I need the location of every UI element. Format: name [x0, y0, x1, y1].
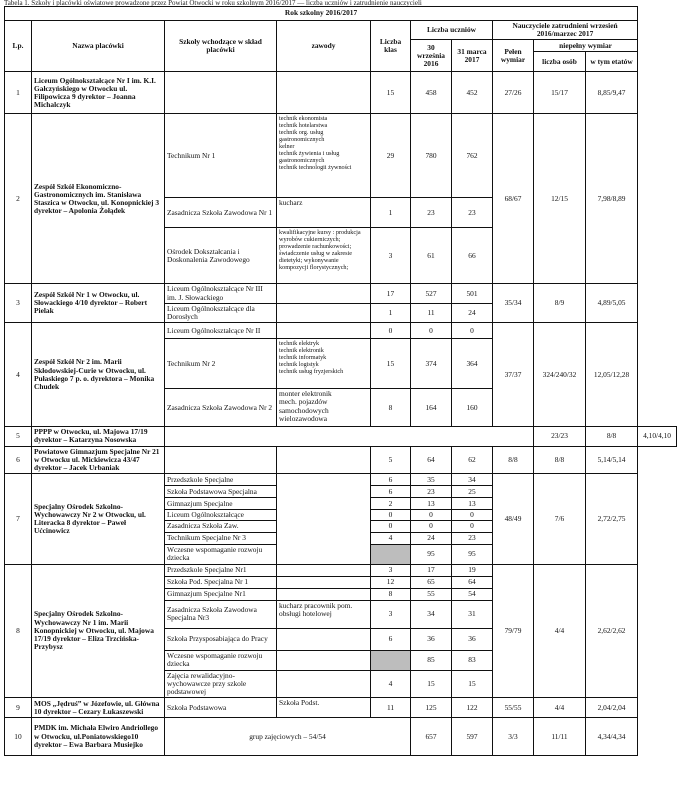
- professions-cell: [277, 576, 371, 588]
- institution-name: PMDK im. Michała Elwiro Andriollego w Otwocku, ul.Poniatowskiego10 dyrektor – Ewa Barbara Musiejko: [32, 718, 165, 756]
- row-number: 9: [5, 698, 32, 718]
- table-row: [5, 114, 677, 198]
- students-sep-cell: 23: [411, 198, 452, 228]
- students-sep-cell: 0: [411, 521, 452, 532]
- table-row: [5, 323, 677, 339]
- table-row: [5, 718, 677, 756]
- classes-cell: 3: [371, 228, 411, 284]
- professions-cell: [277, 588, 371, 600]
- institution-name: Zespół Szkół Ekonomiczno-Gastronomicznych im. Stanisława Staszica w Otwocku, ul. Konopnickiej 3 dyrektor – Apolonia Żołądek: [32, 114, 165, 284]
- part-time-fte-cell: 2,62/2,62: [586, 564, 638, 698]
- part-time-fte-cell: 2,72/2,75: [586, 474, 638, 564]
- full-time-cell: 79/79: [493, 564, 534, 698]
- classes-cell: 1: [371, 198, 411, 228]
- school-name: Ośrodek Dokształcania i Doskonalenia Zawodowego: [165, 228, 277, 284]
- students-header: Liczba uczniów: [411, 21, 493, 40]
- table-row: [5, 72, 677, 114]
- school-name: Szkoła Pod. Specjalna Nr 1: [165, 576, 277, 588]
- professions-cell: kwalifikacyjne kursy : produkcja wyrobów cukierniczych; prowadzenie rachunkowości; świadczenie usług w zakresie dietetyki; wykonywanie kompozycji florystycznych;: [277, 228, 371, 284]
- classes-cell: 8: [371, 389, 411, 427]
- full-time-header: Pełen wymiar: [493, 40, 534, 72]
- professions-cell: [277, 650, 371, 670]
- row-number: 4: [5, 323, 32, 427]
- school-name: Technikum Specjalne Nr 3: [165, 532, 277, 544]
- institution-name: Specjalny Ośrodek Szkolno-Wychowawczy Nr 1 im. Marii Konopnickiej w Otwocku, ul. Majowa 17/19 dyrektor – Eliza Trzcińska-Przybysz: [32, 564, 165, 698]
- school-year-header: Rok szkolny 2016/2017: [5, 7, 638, 21]
- table-row: [5, 474, 677, 486]
- classes-cell: 15: [371, 339, 411, 389]
- professions-cell: [277, 303, 371, 322]
- row-number: 1: [5, 72, 32, 114]
- school-name: [165, 72, 277, 114]
- institution-name: Zespół Szkół Nr 2 im. Marii Skłodowskiej-Curie w Otwocku, ul. Pułaskiego 7 p. o. dyrektora – Monika Chudek: [32, 323, 165, 427]
- classes-cell: 17: [371, 284, 411, 303]
- row-number: 3: [5, 284, 32, 323]
- students-mar-cell: 0: [452, 510, 493, 521]
- students-mar-cell: 122: [452, 698, 493, 718]
- students-sep-cell: 23: [411, 486, 452, 498]
- classes-cell: 6: [371, 628, 411, 650]
- part-time-people-cell: 4/4: [534, 698, 586, 718]
- row-number: 6: [5, 446, 32, 474]
- classes-cell: 8: [371, 588, 411, 600]
- institution-name: Specjalny Ośrodek Szkolno-Wychowawczy Nr 2 w Otwocku, ul. Literacka 8 dyrektor – Paweł Ućcinowicz: [32, 474, 165, 564]
- full-time-cell: 35/34: [493, 284, 534, 323]
- students-mar-header: 31 marca 2017: [452, 40, 493, 72]
- students-sep-cell: 95: [411, 544, 452, 564]
- school-name: Liceum Ogólnokształcące Nr III im. J. Słowackiego: [165, 284, 277, 303]
- classes-cell: 3: [371, 564, 411, 576]
- students-sep-cell: 55: [411, 588, 452, 600]
- school-name: Technikum Nr 1: [165, 114, 277, 198]
- full-time-cell: 55/55: [493, 698, 534, 718]
- row-number: 2: [5, 114, 32, 284]
- part-time-fte-cell: 2,04/2,04: [586, 698, 638, 718]
- students-sep-cell: 35: [411, 474, 452, 486]
- part-time-fte-cell: 7,98/8,89: [586, 114, 638, 284]
- classes-cell: 1: [371, 303, 411, 322]
- table-row: [5, 564, 677, 576]
- school-name: Zasadnicza Szkoła Zawodowa Specjalna Nr3: [165, 600, 277, 628]
- part-time-fte-cell: 12,05/12,28: [586, 323, 638, 427]
- full-time-cell: 68/67: [493, 114, 534, 284]
- institution-name: Powiatowe Gimnazjum Specjalne Nr 21 w Otwocku ul. Mickiewicza 43/47 dyrektor – Jacek Urbaniak: [32, 446, 165, 474]
- classes-cell: 5: [371, 446, 411, 474]
- table-row: [5, 446, 677, 474]
- students-sep-cell: 85: [411, 650, 452, 670]
- professions-cell: technik ekonomista technik hotelarstwa technik org. usług gastronomicznych kelner technik żywienia i usług gastronomicznych technik technologii żywności: [277, 114, 371, 198]
- classes-cell: [371, 650, 411, 670]
- students-mar-cell: 83: [452, 650, 493, 670]
- professions-cell: [277, 474, 371, 564]
- students-sep-cell: 164: [411, 389, 452, 427]
- students-mar-cell: 25: [452, 486, 493, 498]
- institution-name: Zespół Szkół Nr 1 w Otwocku, ul. Słowackiego 4/10 dyrektor – Robert Pielak: [32, 284, 165, 323]
- students-sep-cell: 17: [411, 564, 452, 576]
- people-header: liczba osób: [534, 52, 586, 72]
- part-time-people-cell: 8/9: [534, 284, 586, 323]
- classes-cell: 6: [371, 474, 411, 486]
- school-name: Liceum Ogólnokształcące: [165, 510, 277, 521]
- classes-cell: 12: [371, 576, 411, 588]
- part-time-people-cell: 8/8: [586, 427, 638, 446]
- students-mar-cell: 501: [452, 284, 493, 303]
- classes-cell: [371, 544, 411, 564]
- school-name: Przedszkole Specjalne: [165, 474, 277, 486]
- school-name: Szkoła Podstawowa Specjalna: [165, 486, 277, 498]
- institution-name: PPPP w Otwocku, ul. Majowa 17/19 dyrektor – Katarzyna Nosowska: [32, 427, 165, 446]
- classes-cell: 0: [371, 521, 411, 532]
- students-mar-cell: 36: [452, 628, 493, 650]
- students-mar-cell: 597: [452, 718, 493, 756]
- students-mar-cell: 23: [452, 198, 493, 228]
- row-number: 8: [5, 564, 32, 698]
- institution-name: MOS „Jędruś” w Józefowie, ul. Główna 10 dyrektor – Cezary Łukaszewski: [32, 698, 165, 718]
- students-mar-cell: 0: [452, 521, 493, 532]
- students-mar-cell: 66: [452, 228, 493, 284]
- students-mar-cell: 34: [452, 474, 493, 486]
- schools-table-page: [4, 6, 677, 786]
- school-name: Gimnazjum Specjalne Nr1: [165, 588, 277, 600]
- students-sep-cell: 0: [411, 323, 452, 339]
- school-name: Liceum Ogólnokształcące dla Dorosłych: [165, 303, 277, 322]
- students-sep-cell: 458: [411, 72, 452, 114]
- part-time-people-cell: 12/15: [534, 114, 586, 284]
- classes-header: Liczba klas: [371, 21, 411, 72]
- part-time-fte-cell: 5,14/5,14: [586, 446, 638, 474]
- school-name: Wczesne wspomaganie rozwoju dziecka: [165, 650, 277, 670]
- full-time-cell: 3/3: [493, 718, 534, 756]
- students-sep-cell: 64: [411, 446, 452, 474]
- professions-cell: technik elektryk technik elektronik technik informatyk technik logistyk technik usług fryzjerskich: [277, 339, 371, 389]
- students-mar-cell: 452: [452, 72, 493, 114]
- fte-header: w tym etatów: [586, 52, 638, 72]
- school-name: Zasadnicza Szkoła Zaw.: [165, 521, 277, 532]
- school-name: Zajęcia rewalidacyjno-wychowawcze przy szkole podstawowej: [165, 670, 277, 698]
- groups-cell: grup zajęciowych – 54/54: [165, 718, 411, 756]
- school-name: Wczesne wspomaganie rozwoju dziecka: [165, 544, 277, 564]
- classes-cell: 3: [371, 600, 411, 628]
- row-number: 10: [5, 718, 32, 756]
- students-sep-cell: 65: [411, 576, 452, 588]
- part-time-fte-cell: 8,85/9,47: [586, 72, 638, 114]
- students-mar-cell: 0: [452, 323, 493, 339]
- classes-cell: 6: [371, 486, 411, 498]
- students-sep-cell: 11: [411, 303, 452, 322]
- school-name: Przedszkole Specjalne Nr1: [165, 564, 277, 576]
- full-time-cell: 37/37: [493, 323, 534, 427]
- full-time-cell: 27/26: [493, 72, 534, 114]
- professions-cell: monter elektronik mech. pojazdów samochodowych wielozawodowa: [277, 389, 371, 427]
- professions-cell: [277, 72, 371, 114]
- part-time-fte-cell: 4,10/4,10: [638, 427, 677, 446]
- school-name: Zasadnicza Szkoła Zawodowa Nr 1: [165, 198, 277, 228]
- professions-cell: [277, 284, 371, 303]
- students-mar-cell: 15: [452, 670, 493, 698]
- table-body: [5, 7, 677, 756]
- students-mar-cell: 364: [452, 339, 493, 389]
- classes-cell: 4: [371, 670, 411, 698]
- classes-cell: 4: [371, 532, 411, 544]
- part-time-people-cell: 7/6: [534, 474, 586, 564]
- students-sep-cell: 374: [411, 339, 452, 389]
- schools-header: Szkoły wchodzące w skład placówki: [165, 21, 277, 72]
- students-mar-cell: 95: [452, 544, 493, 564]
- students-sep-cell: 34: [411, 600, 452, 628]
- students-mar-cell: 62: [452, 446, 493, 474]
- part-time-people-cell: 4/4: [534, 564, 586, 698]
- students-mar-cell: 24: [452, 303, 493, 322]
- school-name: Zasadnicza Szkoła Zawodowa Nr 2: [165, 389, 277, 427]
- teachers-header: Nauczyciele zatrudnieni wrzesień 2016/marzec 2017: [493, 21, 638, 40]
- school-name: Technikum Nr 2: [165, 339, 277, 389]
- students-sep-cell: 24: [411, 532, 452, 544]
- part-time-fte-cell: 4,34/4,34: [586, 718, 638, 756]
- classes-cell: 29: [371, 114, 411, 198]
- row-number: 5: [5, 427, 32, 446]
- institution-name: Liceum Ogólnokształcące Nr I im. K.I. Gałczyńskiego w Otwocku ul. Filipowicza 9 dyrektor – Joanna Michalczyk: [32, 72, 165, 114]
- full-time-cell: 8/8: [493, 446, 534, 474]
- school-name: Szkoła Podstawowa: [165, 698, 277, 718]
- professions-cell: [277, 670, 371, 698]
- students-sep-cell: 527: [411, 284, 452, 303]
- empty-cell: [165, 427, 534, 446]
- table-row: [5, 698, 677, 718]
- students-sep-cell: 657: [411, 718, 452, 756]
- table-caption: Tabela 1. Szkoły i placówki oświatowe prowadzone przez Powiat Otwocki w roku szkolnym 2016/2017 — liczba uczniów i zatrudnienie nauczycieli: [4, 0, 422, 6]
- students-mar-cell: 64: [452, 576, 493, 588]
- school-name: Gimnazjum Specjalne: [165, 498, 277, 510]
- students-sep-cell: 780: [411, 114, 452, 198]
- students-mar-cell: 13: [452, 498, 493, 510]
- students-mar-cell: 762: [452, 114, 493, 198]
- part-time-people-cell: 15/17: [534, 72, 586, 114]
- classes-cell: 15: [371, 72, 411, 114]
- row-number: 7: [5, 474, 32, 564]
- professions-cell: [277, 564, 371, 576]
- students-sep-cell: 15: [411, 670, 452, 698]
- school-name: Liceum Ogólnokształcące Nr II: [165, 323, 277, 339]
- professions-cell: Szkoła Podst.: [277, 698, 371, 718]
- classes-cell: 11: [371, 698, 411, 718]
- school-name: [165, 446, 277, 474]
- part-time-fte-cell: 4,89/5,05: [586, 284, 638, 323]
- table-row: [5, 284, 677, 303]
- students-sep-cell: 0: [411, 510, 452, 521]
- students-mar-cell: 160: [452, 389, 493, 427]
- professions-cell: kucharz: [277, 198, 371, 228]
- part-time-people-cell: 11/11: [534, 718, 586, 756]
- students-sep-header: 30 września 2016: [411, 40, 452, 72]
- students-mar-cell: 19: [452, 564, 493, 576]
- students-sep-cell: 61: [411, 228, 452, 284]
- schools-table: [4, 6, 677, 756]
- part-time-people-cell: 324/240/32: [534, 323, 586, 427]
- students-mar-cell: 54: [452, 588, 493, 600]
- students-mar-cell: 23: [452, 532, 493, 544]
- table-row: [5, 427, 677, 446]
- professions-cell: [277, 323, 371, 339]
- full-time-cell: 48/49: [493, 474, 534, 564]
- professions-cell: [277, 628, 371, 650]
- professions-header: zawody: [277, 21, 371, 72]
- classes-cell: 0: [371, 323, 411, 339]
- classes-cell: 0: [371, 510, 411, 521]
- students-mar-cell: 31: [452, 600, 493, 628]
- professions-cell: [277, 446, 371, 474]
- part-time-people-cell: 8/8: [534, 446, 586, 474]
- lp-header: Lp.: [5, 21, 32, 72]
- school-name: Szkoła Przysposabiająca do Pracy: [165, 628, 277, 650]
- full-time-cell: 23/23: [534, 427, 586, 446]
- students-sep-cell: 36: [411, 628, 452, 650]
- classes-cell: 2: [371, 498, 411, 510]
- students-sep-cell: 13: [411, 498, 452, 510]
- professions-cell: kucharz pracownik pom. obsługi hotelowej: [277, 600, 371, 628]
- students-sep-cell: 125: [411, 698, 452, 718]
- part-time-header: niepełny wymiar: [534, 40, 638, 52]
- name-header: Nazwa placówki: [32, 21, 165, 72]
